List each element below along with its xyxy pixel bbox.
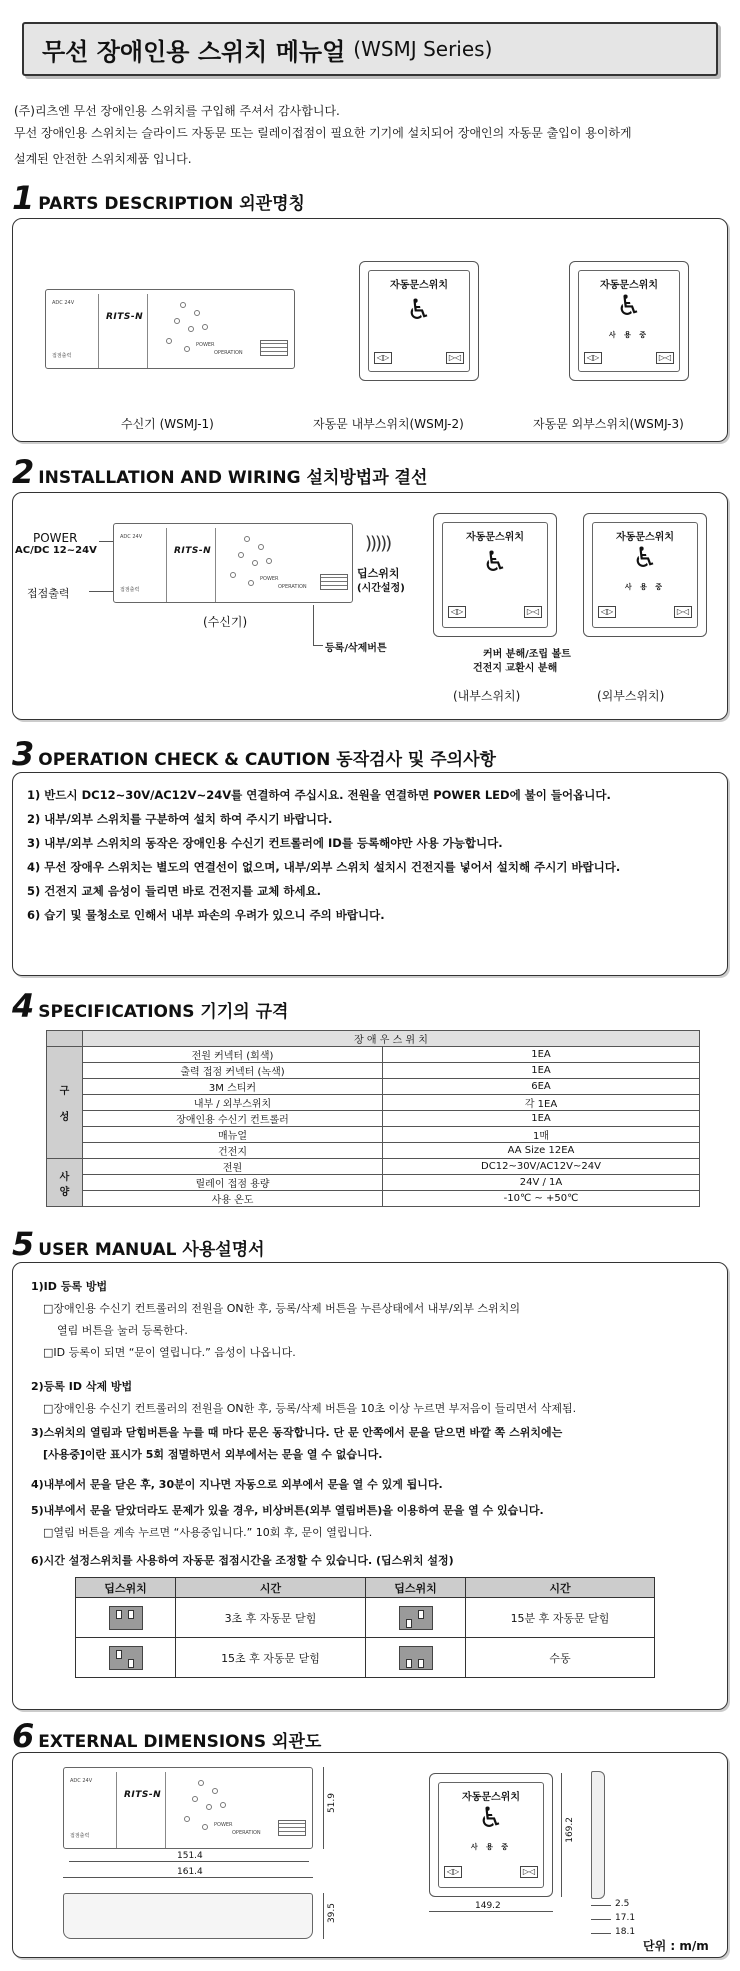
dim-switch-width: 149.2 xyxy=(475,1901,501,1911)
brand-logo: RITS-N xyxy=(174,546,212,556)
spec-value: -10℃ ~ +50℃ xyxy=(383,1191,700,1207)
dip-time-value: 15초 후 자동문 닫힘 xyxy=(176,1638,366,1678)
manual-heading: 4)내부에서 문을 닫은 후, 30분이 지나면 자동으로 외부에서 문을 열 수 있게 됩니다. xyxy=(31,1478,443,1491)
outer-switch-caption: (외부스위치) xyxy=(597,689,665,703)
in-use-label: 사 용 중 xyxy=(608,331,650,339)
section-number: 2 xyxy=(12,453,35,491)
power-spec: AC/DC 12~24V xyxy=(15,545,97,556)
operation-item: 3) 내부/외부 스위치의 동작은 장애인용 수신기 컨트롤러에 ID를 등록해야만 사용 가능합니다. xyxy=(27,836,503,850)
dip-time-value: 3초 후 자동문 닫힘 xyxy=(176,1598,366,1638)
operation-item: 2) 내부/외부 스위치를 구분하여 설치 하여 주시기 바랍니다. xyxy=(27,812,333,826)
operation-box xyxy=(12,772,728,976)
switch-label: 자동문스위치 xyxy=(462,1792,520,1803)
spec-item: 건전지 xyxy=(83,1143,383,1159)
inner-switch-caption: (내부스위치) xyxy=(453,689,521,703)
time-col-header: 시간 xyxy=(466,1578,655,1598)
title-main: 무선 장애인용 스위치 메뉴얼 xyxy=(42,37,346,66)
intro-line-1: (주)리츠엔 무선 장애인용 스위치를 구입해 주셔서 감사합니다. xyxy=(14,104,340,118)
open-button-icon: ▷◁ xyxy=(520,1866,538,1878)
outer-switch-caption: 자동문 외부스위치(WSMJ-3) xyxy=(533,417,684,431)
open-button-icon: ▷◁ xyxy=(446,352,464,364)
dip-switch-icon xyxy=(399,1606,433,1630)
voltage-label: ADC 24V xyxy=(120,534,143,540)
spec-value: DC12~30V/AC12V~24V xyxy=(383,1159,700,1175)
dim-thickness-2: 17.1 xyxy=(615,1913,636,1923)
close-button-icon: ◁▷ xyxy=(598,606,616,618)
operation-item: 5) 건전지 교체 음성이 들리면 바로 건전지를 교체 하세요. xyxy=(27,884,322,898)
power-led-label: POWER xyxy=(214,1822,233,1828)
section-3-header xyxy=(12,735,496,773)
in-use-label: 사 용 중 xyxy=(624,583,666,591)
section-number: 4 xyxy=(12,987,35,1025)
spec-value: 1EA xyxy=(383,1111,700,1127)
dim-width-outer: 161.4 xyxy=(177,1867,203,1877)
dim-switch-height: 169.2 xyxy=(565,1817,575,1843)
dip-col-header: 딥스위치 xyxy=(366,1578,466,1598)
spec-value: 1매 xyxy=(383,1127,700,1143)
spec-value: 각 1EA xyxy=(383,1095,700,1111)
power-label: POWER xyxy=(33,531,78,545)
receiver-caption: 수신기 (WSMJ-1) xyxy=(121,417,214,431)
section-number: 5 xyxy=(12,1225,35,1263)
wheelchair-icon: ♿ xyxy=(406,293,432,326)
manual-text: [사용중]이란 표시가 5회 점멸하면서 외부에서는 문을 열 수 없습니다. xyxy=(43,1448,383,1461)
section-title: SPECIFICATIONS 기기의 규격 xyxy=(38,1002,289,1022)
wheelchair-icon: ♿ xyxy=(478,1801,504,1834)
brand-logo: RITS-N xyxy=(124,1790,162,1800)
switch-label: 자동문스위치 xyxy=(466,532,524,543)
spec-group-spec: 사 양 xyxy=(47,1159,83,1207)
install-box xyxy=(12,492,728,720)
section-number: 3 xyxy=(12,735,35,773)
open-button-icon: ▷◁ xyxy=(656,352,674,364)
manual-heading: 2)등록 ID 삭제 방법 xyxy=(31,1380,133,1393)
power-led-label: POWER xyxy=(196,342,215,348)
close-button-icon: ◁▷ xyxy=(444,1866,462,1878)
dip-switch-icon xyxy=(399,1646,433,1670)
spec-value: 1EA xyxy=(383,1047,700,1063)
spec-item: 전원 커넥터 (회색) xyxy=(83,1047,383,1063)
section-6-header xyxy=(12,1717,322,1755)
dip-time-value: 수동 xyxy=(466,1638,655,1678)
spec-group-config: 구 성 xyxy=(47,1047,83,1159)
section-1-header xyxy=(12,179,305,217)
dip-switch-table xyxy=(75,1577,655,1678)
dimensions-box xyxy=(12,1752,728,1958)
spec-item: 사용 온도 xyxy=(83,1191,383,1207)
operation-item: 1) 반드시 DC12~30V/AC12V~24V를 연결하여 주십시요. 전원을 연결하면 POWER LED에 불이 들어옵니다. xyxy=(27,788,611,802)
manual-heading: 3)스위치의 열림과 닫힘버튼을 누를 때 마다 문은 동작합니다. 단 문 안쪽에서 문을 닫으면 바깥 쪽 스위치에는 xyxy=(31,1426,563,1439)
spec-value: 24V / 1A xyxy=(383,1175,700,1191)
outer-switch xyxy=(569,261,689,381)
dim-depth: 39.5 xyxy=(327,1903,337,1924)
dip-switch-label: 딥스위치 xyxy=(357,567,400,580)
section-title: INSTALLATION AND WIRING 설치방법과 결선 xyxy=(38,468,428,488)
dip-switch-icon xyxy=(109,1646,143,1670)
spec-item: 출력 접점 커넥터 (녹색) xyxy=(83,1063,383,1079)
section-title: EXTERNAL DIMENSIONS 외관도 xyxy=(38,1732,322,1752)
register-button-label: 등록/삭제버튼 xyxy=(325,643,387,654)
brand-logo: RITS-N xyxy=(106,312,144,322)
spec-table xyxy=(46,1030,700,1207)
operation-led-label: OPERATION xyxy=(214,350,243,356)
inner-switch xyxy=(433,513,557,637)
in-use-label: 사 용 중 xyxy=(470,1843,512,1851)
contact-label: 접점출력 xyxy=(120,587,140,593)
operation-item: 6) 습기 및 물청소로 인해서 내부 파손의 우려가 있으니 주의 바랍니다. xyxy=(27,908,385,922)
manual-heading: 6)시간 설정스위치를 사용하여 자동문 접점시간을 조정할 수 있습니다. (딥스위치 설정) xyxy=(31,1554,454,1567)
spec-item: 릴레이 접점 용량 xyxy=(83,1175,383,1191)
page-title xyxy=(22,22,718,76)
vent-icon xyxy=(260,340,288,356)
receiver-device xyxy=(45,289,295,369)
operation-led-label: OPERATION xyxy=(278,584,307,590)
voltage-label: ADC 24V xyxy=(70,1778,93,1784)
vent-icon xyxy=(320,574,348,590)
spec-item: 3M 스티커 xyxy=(83,1079,383,1095)
dip-switch-sub: (시간설정) xyxy=(357,583,405,594)
manual-text: □열림 버튼을 계속 누르면 “사용중입니다.” 10회 후, 문이 열립니다. xyxy=(43,1526,373,1539)
switch-side-view xyxy=(591,1771,605,1899)
cover-bolt-label: 커버 분해/조립 볼트 xyxy=(483,649,571,660)
close-button-icon: ◁▷ xyxy=(584,352,602,364)
operation-item: 4) 무선 장애우 스위치는 별도의 연결선이 없으며, 내부/외부 스위치 설치시 건전지를 넣어서 설치해 주시기 바랍니다. xyxy=(27,860,621,874)
section-4-header xyxy=(12,987,289,1025)
manual-text: 열림 버튼을 눌러 등록한다. xyxy=(57,1324,188,1337)
manual-text: □장애인용 수신기 컨트롤러의 전원을 ON한 후, 등록/삭제 버튼을 누른상태에서 내부/외부 스위치의 xyxy=(43,1302,520,1315)
dim-thickness-1: 2.5 xyxy=(615,1899,630,1909)
spec-item: 매뉴얼 xyxy=(83,1127,383,1143)
contact-label: 접점출력 xyxy=(52,353,72,359)
receiver-panel xyxy=(98,294,148,368)
section-number: 1 xyxy=(12,179,35,217)
wireless-icon: ))))) xyxy=(365,533,391,554)
switch-label: 자동문스위치 xyxy=(600,280,658,291)
spec-item: 장애인용 수신기 컨트롤러 xyxy=(83,1111,383,1127)
receiver-caption: (수신기) xyxy=(203,615,248,629)
dim-thickness-3: 18.1 xyxy=(615,1927,636,1937)
dim-width-inner: 151.4 xyxy=(177,1851,203,1861)
dim-height: 51.9 xyxy=(327,1793,337,1814)
switch-label: 자동문스위치 xyxy=(390,280,448,291)
spec-value: 6EA xyxy=(383,1079,700,1095)
switch-label: 자동문스위치 xyxy=(616,532,674,543)
receiver-device xyxy=(63,1767,313,1849)
section-title: USER MANUAL 사용설명서 xyxy=(38,1240,265,1260)
vent-icon xyxy=(278,1820,306,1836)
section-title: OPERATION CHECK & CAUTION 동작검사 및 주의사항 xyxy=(38,750,496,770)
outer-switch xyxy=(583,513,707,637)
manual-heading: 1)ID 등록 방법 xyxy=(31,1280,108,1293)
spec-item: 전원 xyxy=(83,1159,383,1175)
close-button-icon: ◁▷ xyxy=(374,352,392,364)
outer-switch xyxy=(429,1773,553,1897)
manual-text: □장애인용 수신기 컨트롤러의 전원을 ON한 후, 등록/삭제 버튼을 10초 이상 누르면 부저음이 들리면서 삭제됨. xyxy=(43,1402,577,1415)
power-led-label: POWER xyxy=(260,576,279,582)
section-number: 6 xyxy=(12,1717,35,1755)
receiver-device xyxy=(113,523,353,603)
spec-value: AA Size 12EA xyxy=(383,1143,700,1159)
wheelchair-icon: ♿ xyxy=(632,541,658,574)
section-2-header xyxy=(12,453,428,491)
operation-led-label: OPERATION xyxy=(232,1830,261,1836)
battery-label: 건전지 교환시 분해 xyxy=(473,663,558,674)
manual-heading: 5)내부에서 문을 닫았더라도 문제가 있을 경우, 비상버튼(외부 열림버튼)을 이용하여 문을 열 수 있습니다. xyxy=(31,1504,544,1517)
inner-switch-caption: 자동문 내부스위치(WSMJ-2) xyxy=(313,417,464,431)
spec-item: 내부 / 외부스위치 xyxy=(83,1095,383,1111)
open-button-icon: ▷◁ xyxy=(674,606,692,618)
unit-label: 단위 : m/m xyxy=(643,1939,709,1953)
manual-box xyxy=(12,1262,728,1710)
spec-header: 장 애 우 스 위 치 xyxy=(83,1031,700,1047)
time-col-header: 시간 xyxy=(176,1578,366,1598)
dip-col-header: 딥스위치 xyxy=(76,1578,176,1598)
inner-switch xyxy=(359,261,479,381)
spec-value: 1EA xyxy=(383,1063,700,1079)
section-5-header xyxy=(12,1225,265,1263)
title-sub: (WSMJ Series) xyxy=(353,37,493,61)
parts-box xyxy=(12,218,728,442)
dip-switch-icon xyxy=(109,1606,143,1630)
intro-line-3: 설계된 안전한 스위치제품 입니다. xyxy=(14,152,192,166)
open-button-icon: ▷◁ xyxy=(524,606,542,618)
receiver-side-view xyxy=(63,1893,313,1939)
wheelchair-icon: ♿ xyxy=(482,545,508,578)
manual-text: □ID 등록이 되면 “문이 열립니다.” 음성이 나옵니다. xyxy=(43,1346,296,1359)
wheelchair-icon: ♿ xyxy=(616,289,642,322)
contact-output-label: 접점출력 xyxy=(27,587,70,600)
voltage-label: ADC 24V xyxy=(52,300,75,306)
contact-label: 접점출력 xyxy=(70,1833,90,1839)
section-title: PARTS DESCRIPTION 외관명칭 xyxy=(38,194,305,214)
dip-time-value: 15분 후 자동문 닫힘 xyxy=(466,1598,655,1638)
intro-line-2: 무선 장애인용 스위치는 슬라이드 자동문 또는 릴레이접점이 필요한 기기에 설치되어 장애인의 자동문 출입이 용이하게 xyxy=(14,126,632,140)
close-button-icon: ◁▷ xyxy=(448,606,466,618)
